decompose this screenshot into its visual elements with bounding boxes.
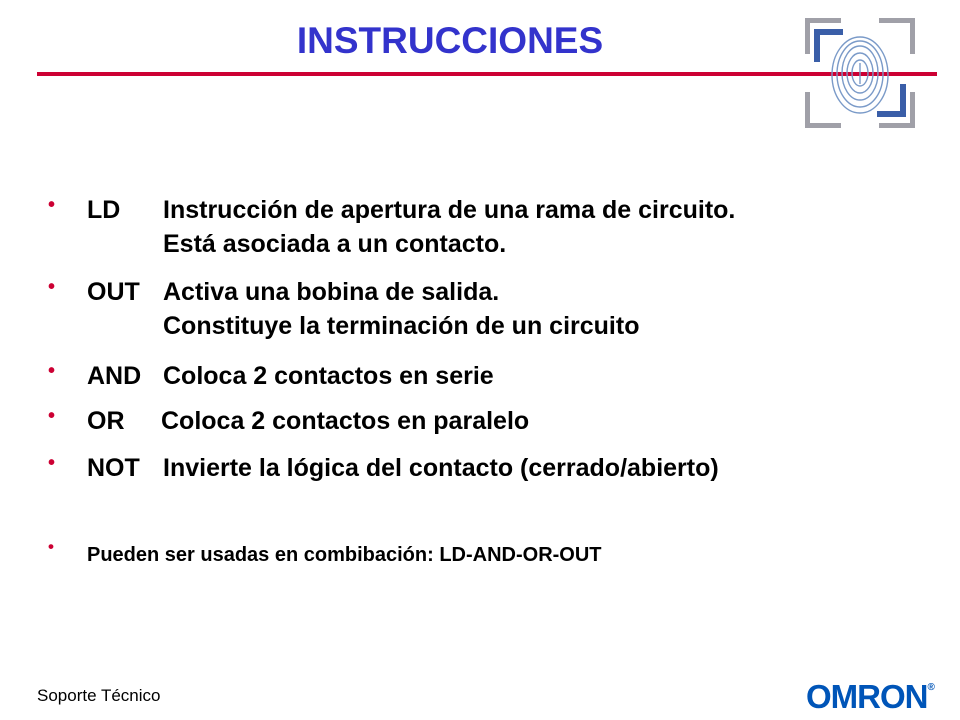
registered-mark: ® <box>927 682 935 693</box>
list-item <box>87 452 719 485</box>
list-item <box>87 194 735 227</box>
list-item <box>87 405 529 438</box>
instruction-description-continued: Está asociada a un contacto. <box>163 230 507 258</box>
instruction-description: Coloca 2 contactos en paralelo <box>161 407 530 435</box>
instruction-description: Instrucción de apertura de una rama de circuito. <box>163 196 736 224</box>
footer-label: Soporte Técnico <box>37 686 161 705</box>
bullet-dot-icon: • <box>48 452 56 474</box>
bullet-dot-icon: • <box>48 194 56 216</box>
usage-note: Pueden ser usadas en combibación: LD-AND-OR-OUT <box>87 544 602 566</box>
page-title: INSTRUCCIONES <box>296 20 604 61</box>
instruction-keyword: AND <box>87 362 142 390</box>
instruction-keyword: NOT <box>87 454 140 482</box>
instruction-description: Coloca 2 contactos en serie <box>163 362 494 390</box>
instruction-keyword: OR <box>87 407 125 435</box>
bullet-dot-icon: • <box>48 360 56 382</box>
list-item <box>87 276 499 309</box>
fingerprint-icon <box>805 18 915 128</box>
instruction-description: Activa una bobina de salida. <box>163 278 500 306</box>
bullet-dot-icon: • <box>48 405 56 427</box>
brand-logo <box>806 678 935 716</box>
title-divider <box>37 72 937 76</box>
bullet-dot-icon: • <box>48 276 56 298</box>
instruction-keyword: OUT <box>87 278 140 306</box>
instruction-description: Invierte la lógica del contacto (cerrado/abierto) <box>163 454 719 482</box>
bullet-dot-icon: • <box>48 537 54 556</box>
list-item <box>87 360 494 393</box>
brand-name: OMRON <box>806 678 928 715</box>
instruction-description-continued: Constituye la terminación de un circuito <box>163 312 640 340</box>
instruction-keyword: LD <box>87 196 121 224</box>
